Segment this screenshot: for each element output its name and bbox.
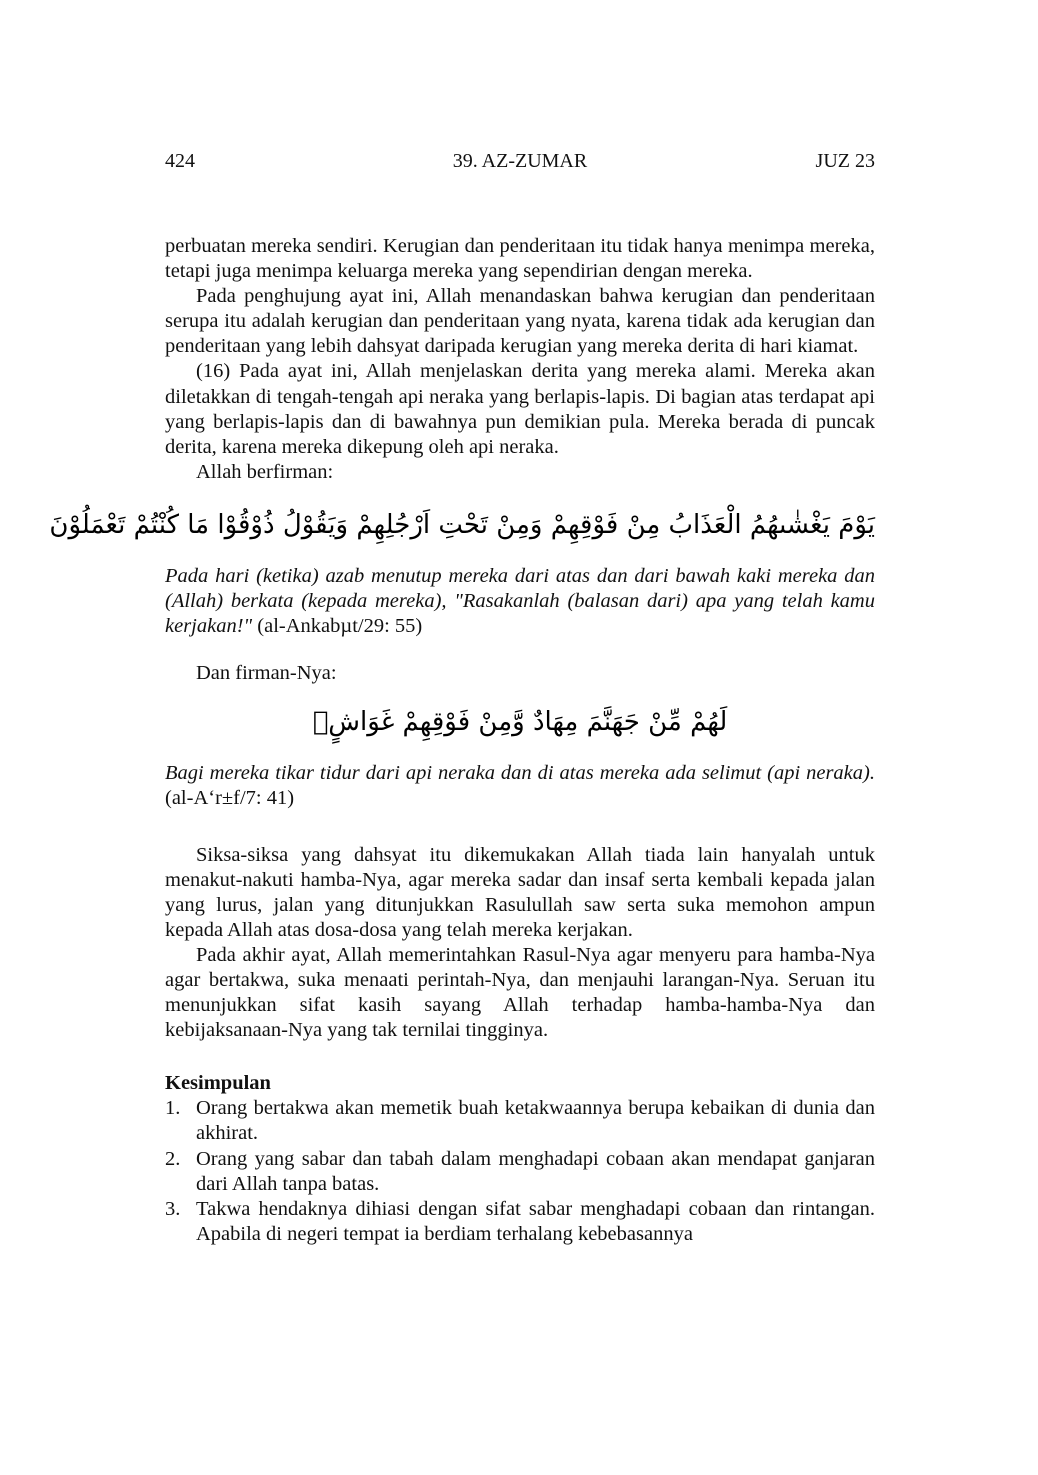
page-header (165, 148, 875, 174)
list-item (165, 1096, 875, 1146)
list-item-number: 3. (165, 1197, 181, 1220)
verse-2-reference: (al-A‘r±f/7: 41) (165, 787, 295, 810)
verse-2-translation (165, 761, 875, 811)
juz-label: JUZ 23 (815, 150, 875, 172)
list-item-text: Orang yang sabar dan tabah dalam menghadapi cobaan akan mendapat ganjaran dari Allah tanpa batas. (196, 1147, 875, 1195)
paragraph-2: Pada penghujung ayat ini, Allah menandaskan bahwa kerugian dan penderitaan serupa itu adalah kerugian dan penderitaan yang nyata, karena tidak ada kerugian dan penderitaan yang lebih dahsyat daripada kerugian yang mereka derita di hari kiamat. (165, 285, 875, 358)
list-item (165, 1147, 875, 1197)
page-body (49, 234, 875, 1247)
paragraph-1: perbuatan mereka sendiri. Kerugian dan penderitaan itu tidak hanya menimpa mereka, tetapi juga menimpa keluarga mereka yang sependirian dengan mereka. (165, 235, 875, 283)
verse-1-translation-text: Pada hari (ketika) azab menutup mereka dari atas dan dari bawah kaki mereka dan (Allah) berkata (kepada mereka), "Rasakanlah (balasan dari) apa yang telah kamu kerjakan!" (165, 564, 875, 638)
paragraph-5: Siksa-siksa yang dahsyat itu dikemukakan Allah tiada lain hanyalah untuk menakut-nakuti hamba-Nya, agar mereka sadar dan insaf serta kembali kepada jalan yang lurus, jalan yang ditunjukkan Rasulullah saw serta suka memohon ampun kepada Allah atas dosa-dosa yang telah mereka kerjakan. (165, 843, 875, 941)
verse-1-reference: (al-Ankabµt/29: 55) (252, 615, 423, 638)
conclusion-heading: Kesimpulan (165, 1072, 271, 1095)
chapter-title: 39. AZ-ZUMAR (452, 150, 588, 172)
verse-1-translation (165, 564, 875, 639)
verse-2-translation-text: Bagi mereka tikar tidur dari api neraka dan di atas mereka ada selimut (api neraka). (165, 762, 875, 785)
list-item-text: Orang bertakwa akan memetik buah ketakwaannya berupa kebaikan di dunia dan akhirat. (196, 1097, 875, 1145)
paragraph-3: (16) Pada ayat ini, Allah menjelaskan derita yang mereka alami. Mereka akan diletakkan di tengah-tengah api neraka yang berlapis-lapis. Di bagian atas terdapat api yang berlapis-lapis dan di bawahnya pun demikian pula. Mereka berada di puncak derita, karena mereka dikepung oleh api neraka. (165, 360, 875, 458)
paragraph-6: Pada akhir ayat, Allah memerintahkan Rasul-Nya agar menyeru para hamba-Nya agar bertakwa, suka menaati perintah-Nya, dan menjauhi larangan-Nya. Seruan itu menunjukkan sifat kasih sayang Allah terhadap hamba-hamba-Nya dan kebijaksanaan-Nya yang tak ternilai tingginya. (165, 943, 875, 1042)
verse-intro-2: Dan firman-Nya: (196, 662, 337, 685)
arabic-verse-1: يَوْمَ يَغْشٰىهُمُ الْعَذَابُ مِنْ فَوْقِهِمْ وَمِنْ تَحْتِ اَرْجُلِهِمْ وَيَقُوْلُ ذُوْقُوْا مَا كُنْتُمْ تَعْمَلُوْنَ (49, 509, 875, 540)
list-item-number: 1. (165, 1097, 181, 1120)
conclusion-list (165, 1096, 875, 1247)
list-item (165, 1197, 875, 1247)
verse-intro-1: Allah berfirman: (196, 460, 334, 483)
arabic-verse-2: لَهُمْ مِّنْ جَهَنَّمَ مِهَادٌ وَّمِنْ فَوْقِهِمْ غَوَاشٍۗ (312, 707, 728, 738)
page-number: 424 (165, 150, 195, 172)
list-item-text: Takwa hendaknya dihiasi dengan sifat sabar menghadapi cobaan dan rintangan. Apabila di negeri tempat ia berdiam terhalang kebebasannya (196, 1197, 875, 1245)
list-item-number: 2. (165, 1147, 181, 1170)
